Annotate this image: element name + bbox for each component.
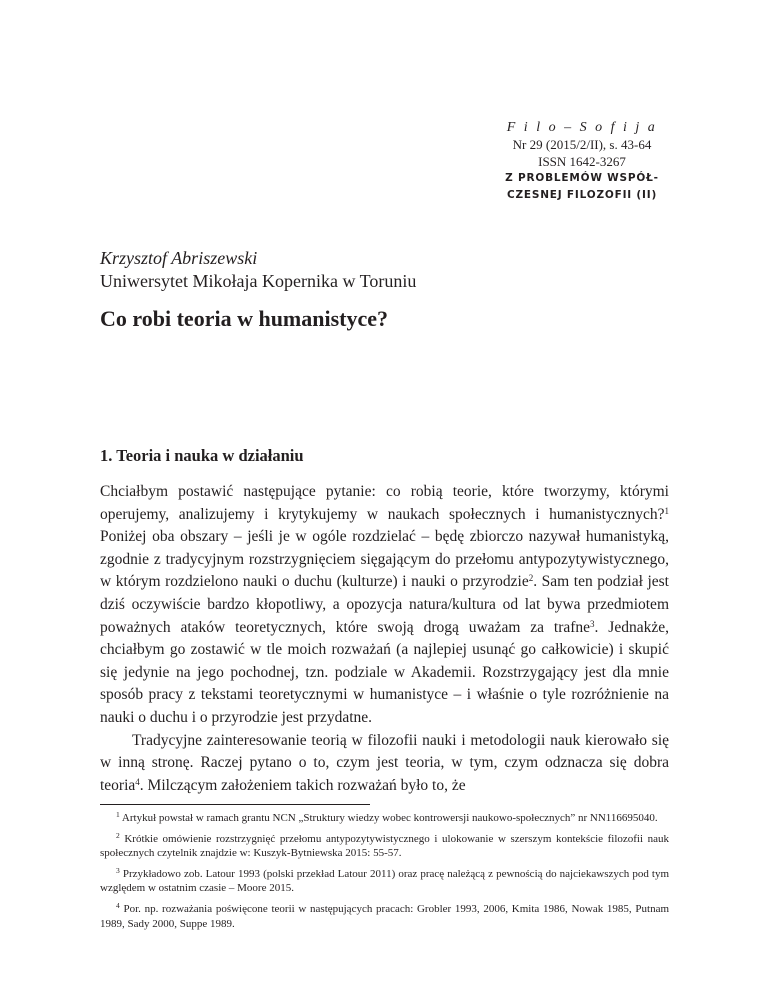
paragraph-1 <box>100 481 669 730</box>
journal-issue: Nr 29 (2015/2/II), s. 43-64 <box>512 137 652 152</box>
footnote-2 <box>100 832 669 861</box>
footnote-text: Por. np. rozważania poświęcone teorii w następujących pracach: Grobler 1993, 2006, Kmita 1986, Nowak 1985, Putnam 1989, Sady 2000, Suppe 1989. <box>100 902 670 930</box>
p2-text-1: Tradycyjne zainteresowanie teorią w filozofii nauki i metodologii nauk kierowało się w inną stronę. Raczej pytano o to, czym jest teoria, w tym, czym odznacza się dobra teoria <box>100 731 669 794</box>
journal-name: F i l o – S o f i j a <box>506 120 658 135</box>
body-text <box>100 481 669 797</box>
footnote-num: 3 <box>116 865 120 875</box>
p1-text-2: Poniżej oba obszary – jeśli je w ogóle rozdzielać – będę zbiorczo nazywał humanistyką, zgodnie z tradycyjnym rozstrzygnięciem sięgającym do przełomu antypozytywistycznego, w którym rozdzielono nauki o duchu (kulturze) i nauki o przyrodzie <box>100 528 669 591</box>
footnote-ref-4: 4 <box>135 776 140 787</box>
footnote-divider <box>100 804 370 805</box>
journal-issn: ISSN 1642-3267 <box>538 154 626 169</box>
footnote-1 <box>100 811 669 826</box>
section-heading: 1. Teoria i nauka w działaniu <box>100 446 304 465</box>
author-affiliation: Uniwersytet Mikołaja Kopernika w Toruniu <box>100 271 417 291</box>
footnote-ref-1: 1 <box>664 505 669 516</box>
footnote-4 <box>100 902 669 931</box>
paragraph-2 <box>100 730 669 798</box>
footnote-num: 1 <box>116 810 120 819</box>
journal-series-line1: Z PROBLEMÓW WSPÓŁ- <box>505 172 659 184</box>
journal-series-line2: CZESNEJ FILOZOFII (II) <box>506 189 658 201</box>
footnotes <box>100 811 669 937</box>
author-block <box>100 247 416 293</box>
footnote-3 <box>100 867 669 896</box>
article-title: Co robi teoria w humanistyce? <box>100 306 389 331</box>
footnote-text: Przykładowo zob. Latour 1993 (polski przekład Latour 2011) oraz pracę należącą z pewnością do najciekawszych pod tym względem w ostatnim czasie – Moore 2015. <box>100 867 670 895</box>
p2-text-2: . Milczącym założeniem takich rozważań było to, że <box>139 776 466 794</box>
author-name: Krzysztof Abriszewski <box>100 248 258 268</box>
p1-text-4: . Jednakże, chciałbym go zostawić w tle moich rozważań (a najlepiej usunąć go całkowicie) i skupić się jedynie na jego pochodnej, tzn. podziale w Akademii. Rozstrzygający jest dla mnie sposób pracy z tekstami teoretycznymi w humanistyce – i właśnie o tyle rozróżnienie na nauki o duchu i o przyrodzie jest przydatne. <box>100 618 669 726</box>
footnote-ref-3: 3 <box>590 618 595 629</box>
footnote-num: 2 <box>116 830 120 840</box>
footnote-text: Artykuł powstał w ramach grantu NCN „Struktury wiedzy wobec kontrowersji naukowo-społecznych” nr NN116695040. <box>121 812 658 824</box>
p1-text-1: Chciałbym postawić następujące pytanie: co robią teorie, które tworzymy, którymi operujemy, analizujemy i krytykujemy w naukach społecznych i humanistycznych? <box>100 483 669 523</box>
p1-text-3: . Sam ten podział jest dziś oczywiście bardzo kłopotliwy, a opozycja natura/kultura od lat bywa przedmiotem poważnych ataków teoretycznych, które swoją drogą uważam za trafne <box>100 573 669 636</box>
footnote-num: 4 <box>116 900 120 910</box>
footnote-text: Krótkie omówienie rozstrzygnięć przełomu antypozytywistycznego i ulokowanie w szerszym kontekście filozofii nauk społecznych czytelnik znajdzie w: Kuszyk-Bytniewska 2015: 55-57. <box>100 832 670 860</box>
footnote-ref-2: 2 <box>528 573 534 584</box>
journal-header <box>470 119 694 204</box>
